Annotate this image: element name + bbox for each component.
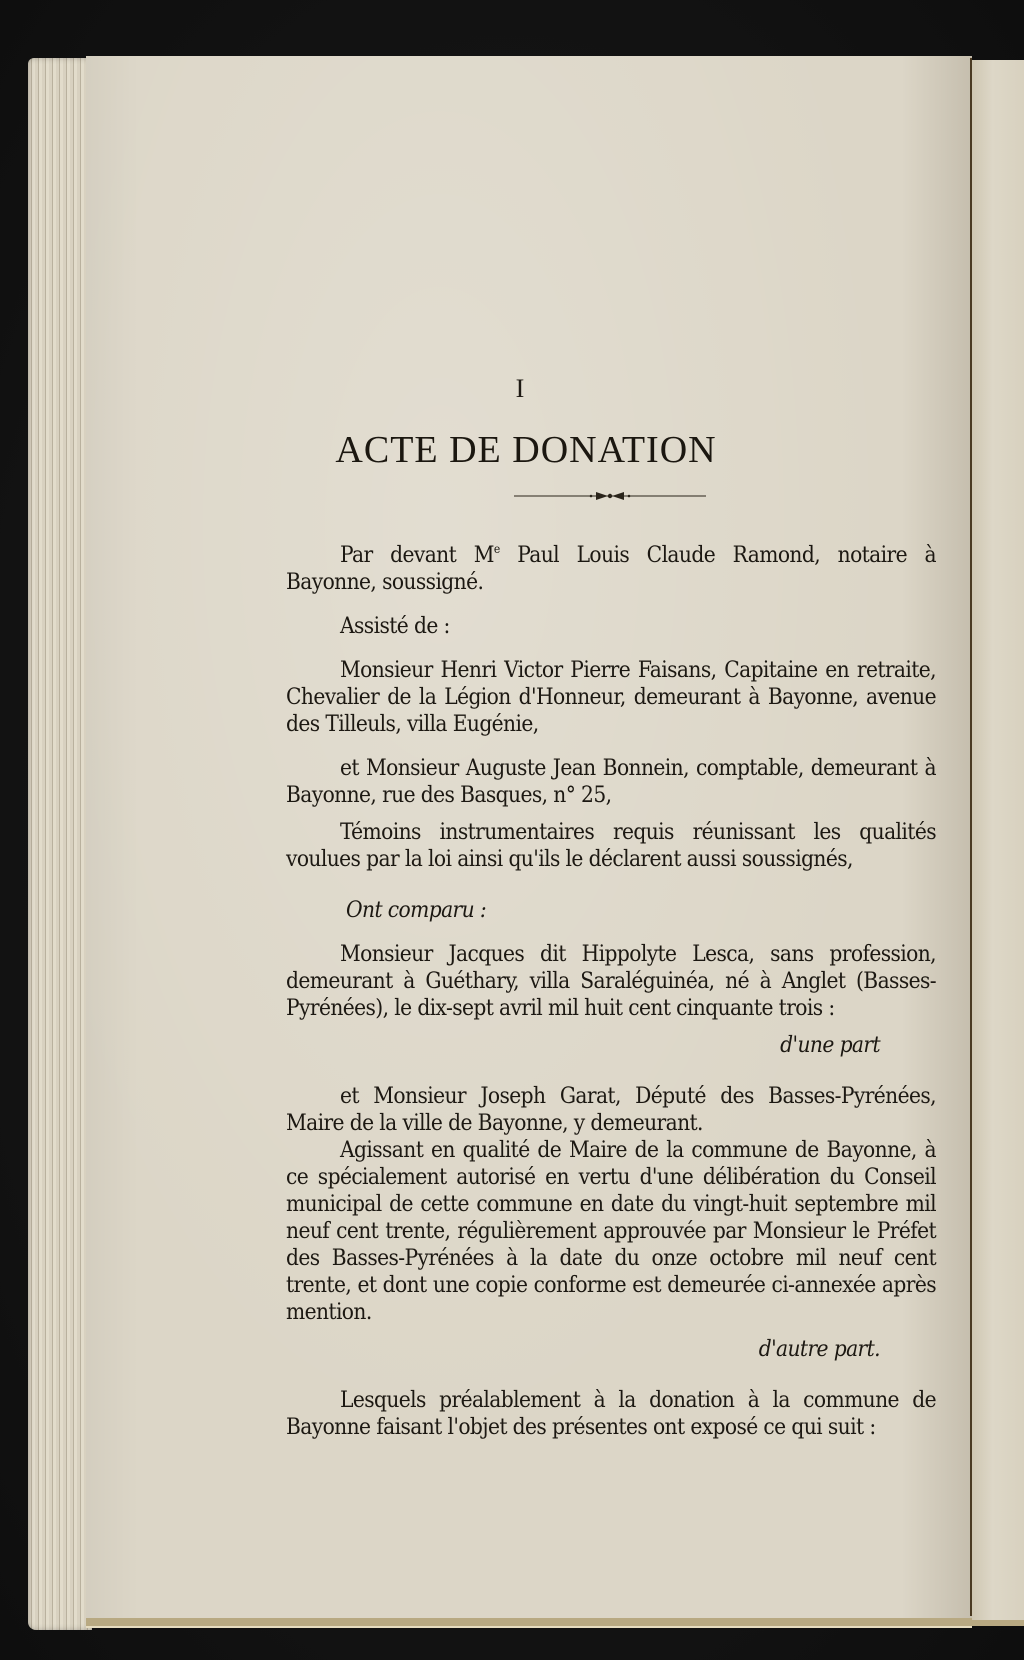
paragraph-ont-comparu: Ont comparu : <box>346 897 487 923</box>
paragraph-une-part: d'une part <box>780 1032 880 1058</box>
ornament-divider-icon <box>512 488 708 504</box>
page-edges-stack <box>28 58 92 1630</box>
paragraph-notary <box>286 536 936 596</box>
paragraph-notary-prefix: Par devant M <box>340 542 494 568</box>
paragraph-witness-2: et Monsieur Auguste Jean Bonnein, comptable, demeurant à Bayonne, rue des Basques, n° 25, <box>286 755 936 808</box>
ornament-center-dot <box>608 494 612 498</box>
ornament-dot-left <box>590 495 593 498</box>
paragraph-autre-part: d'autre part. <box>758 1336 880 1362</box>
paragraph-notary-superscript: e <box>493 542 500 556</box>
book-gutter <box>970 58 972 1616</box>
paragraph-agissant: Agissant en qualité de Maire de la commune de Bayonne, à ce spécialement autorisé en vertu d'une délibération du Conseil municipal de cette commune en date du vingt-huit septembre mil neuf cent trente, régulièrement approuvée par Monsieur le Préfet des Basses-Pyrénées à la date du onze octobre mil neuf cent trente, et dont une copie conforme est demeurée ci-annexée après mention. <box>286 1137 936 1325</box>
facing-page <box>972 60 1024 1626</box>
paragraph-lesquels: Lesquels préalablement à la donation à la commune de Bayonne faisant l'objet des présentes ont exposé ce qui suit : <box>286 1387 936 1440</box>
paragraph-assisted: Assisté de : <box>340 613 450 639</box>
ornament-dot-right <box>628 495 631 498</box>
paragraph-donor: Monsieur Jacques dit Hippolyte Lesca, sans profession, demeurant à Guéthary, villa Saraléguinéa, né à Anglet (Basses-Pyrénées), le dix-sept avril mil huit cent cinquante trois : <box>286 941 936 1021</box>
paragraph-witnesses-qualities: Témoins instrumentaires requis réunissant les qualités voulues par la loi ainsi qu'ils le déclarent aussi soussignés, <box>286 819 936 872</box>
ornament-left-arrow <box>596 492 608 500</box>
paragraph-witness-1: Monsieur Henri Victor Pierre Faisans, Capitaine en retraite, Chevalier de la Légion d'Honneur, demeurant à Bayonne, avenue des Tilleuls, villa Eugénie, <box>286 657 936 737</box>
document-body <box>286 536 936 1441</box>
paragraph-mayor: et Monsieur Joseph Garat, Député des Basses-Pyrénées, Maire de la ville de Bayonne, y demeurant. <box>286 1083 936 1136</box>
ornament-right-arrow <box>612 492 624 500</box>
section-number: I <box>515 374 525 403</box>
document-title: ACTE DE DONATION <box>335 429 717 471</box>
paragraph-notary-rest: Paul Louis Claude Ramond, notaire à Bayonne, soussigné. <box>286 542 937 595</box>
